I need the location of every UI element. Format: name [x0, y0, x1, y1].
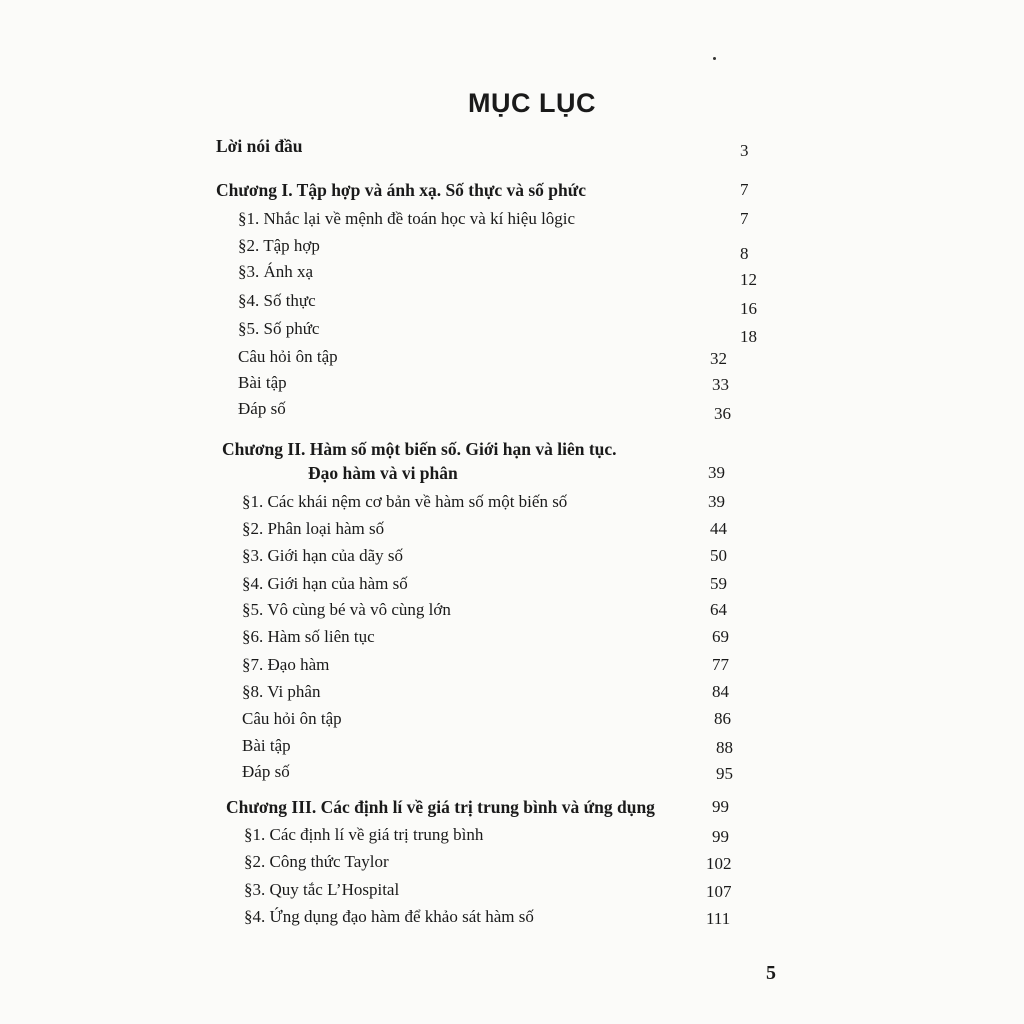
toc-entry-page: 111: [706, 909, 731, 928]
toc-entry-page: 99: [712, 827, 729, 846]
toc-entry-page: 107: [706, 882, 732, 901]
toc-chapter-label: Chương II. Hàm số một biến số. Giới hạn và liên tục.: [222, 439, 617, 459]
toc-entry-label: §2. Công thức Taylor: [244, 852, 389, 871]
toc-entry-page: 102: [706, 854, 732, 873]
toc-entry-label: §6. Hàm số liên tục: [242, 627, 375, 646]
page-number: 5: [766, 962, 776, 984]
toc-entry-label: §2. Phân loại hàm số: [242, 519, 385, 538]
toc-entry-page: 99: [712, 797, 729, 816]
toc-entry-page: 33: [712, 375, 729, 394]
toc-entry-page: 88: [716, 738, 733, 757]
toc-entry-page: 12: [740, 270, 757, 289]
toc-entry-label: §7. Đạo hàm: [242, 655, 330, 674]
toc-entry-label: §8. Vi phân: [242, 682, 321, 701]
toc-entry-label: Câu hỏi ôn tập: [238, 347, 338, 366]
toc-entry-label: §3. Ánh xạ: [238, 262, 314, 281]
toc-entry-label: Đáp số: [238, 399, 286, 418]
toc-chapter-1: [216, 177, 756, 203]
toc-entry-label: §2. Tập hợp: [238, 236, 320, 255]
toc-entry-page: 50: [710, 546, 727, 565]
toc-entry-page: 7: [740, 180, 749, 199]
toc-entry-page: 32: [710, 349, 727, 368]
toc-entry-label: Lời nói đầu: [216, 136, 303, 156]
toc-entry-label: §5. Vô cùng bé và vô cùng lớn: [242, 600, 451, 619]
toc-entry-page: 39: [708, 463, 725, 482]
toc-entry-label: Câu hỏi ôn tập: [242, 709, 342, 728]
toc-entry-page: 7: [740, 209, 749, 228]
toc-entry-page: 84: [712, 682, 729, 701]
toc-entry-page: 8: [740, 244, 749, 263]
toc-entry-page: 39: [708, 492, 725, 511]
toc-chapter-2-line2: [308, 460, 758, 486]
page-title: MỤC LỤC: [468, 88, 596, 118]
toc-entry-page: 16: [740, 299, 757, 318]
toc-preface: [216, 133, 756, 159]
toc-entry-label: §5. Số phức: [238, 319, 320, 338]
toc-entry-label: §4. Giới hạn của hàm số: [242, 574, 408, 593]
toc-chapter-label: Chương III. Các định lí về giá trị trung bình và ứng dụng: [226, 797, 655, 817]
toc-entry-page: 77: [712, 655, 729, 674]
toc-entry-page: 3: [740, 141, 749, 160]
toc-chapter-label: Chương I. Tập hợp và ánh xạ. Số thực và số phức: [216, 180, 587, 200]
toc-entry-page: 36: [714, 404, 731, 423]
toc-entry-label: §3. Giới hạn của dãy số: [242, 546, 404, 565]
toc-entry-label: Bài tập: [242, 736, 291, 755]
toc-entry-page: 44: [710, 519, 727, 538]
toc-entry-page: 95: [716, 764, 733, 783]
toc-entry-label: §3. Quy tắc L’Hospital: [244, 880, 400, 899]
toc-entry-label: §1. Nhắc lại về mệnh đề toán học và kí hiệu lôgic: [238, 209, 576, 228]
toc-entry-label: §4. Số thực: [238, 291, 316, 310]
toc-entry-page: 18: [740, 327, 757, 346]
toc-entry-label: §1. Các khái nệm cơ bản về hàm số một biến số: [242, 492, 568, 511]
toc-entry-label: Bài tập: [238, 373, 287, 392]
toc-chapter-3: [226, 794, 766, 820]
toc-entry-label: §4. Ứng dụng đạo hàm để khảo sát hàm số: [244, 907, 534, 926]
toc-entry-page: 59: [710, 574, 727, 593]
toc-entry-page: 86: [714, 709, 731, 728]
toc-entry-page: 64: [710, 600, 727, 619]
toc-entry-label: Đáp số: [242, 762, 290, 781]
toc-chapter-label: Đạo hàm và vi phân: [308, 463, 458, 483]
toc-entry-label: §1. Các định lí về giá trị trung bình: [244, 825, 484, 844]
toc-entry-page: 69: [712, 627, 729, 646]
